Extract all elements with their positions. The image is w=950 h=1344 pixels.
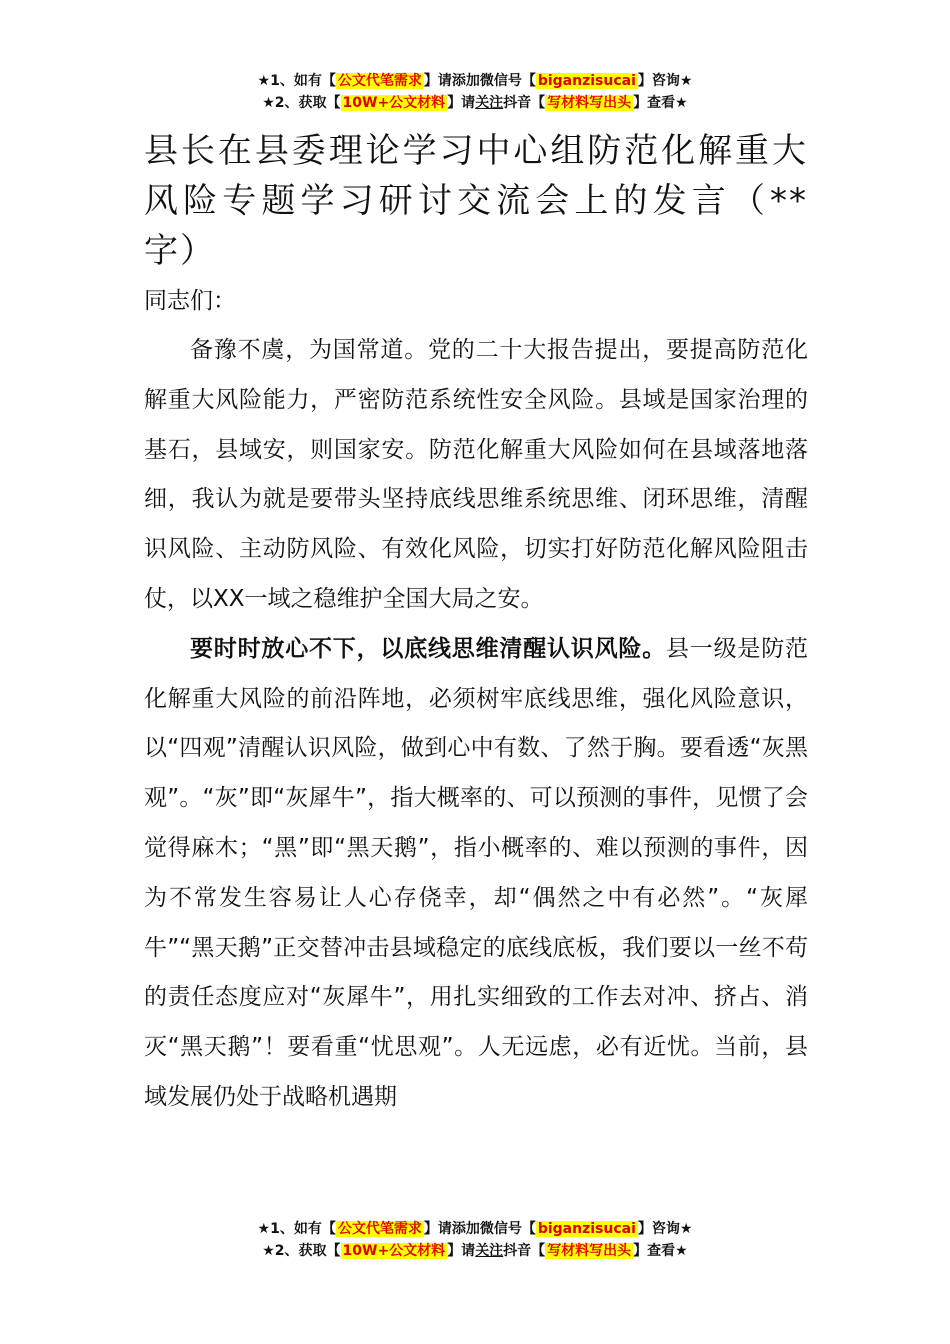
document-body [144,126,808,1123]
promo-text: 】请 [447,1243,476,1259]
promo-text: 】请添加 [423,1221,480,1237]
footer-promo-banner [0,1218,950,1262]
promo-highlight: 10W+公文材料 [342,95,446,111]
promo-text: 微信号【 [479,1221,536,1237]
promo-text: ★1、如有【 [257,73,336,89]
promo-highlight: 10W+公文材料 [342,1243,446,1259]
paragraph-1: 备豫不虞，为国常道。党的二十大报告提出，要提高防范化解重大风险能力，严密防范系统性安全风险。县域是国家治理的基石，县域安，则国家安。防范化解重大风险如何在县域落地落细，我认为就是要带头坚持底线思维系统思维、闭环思维，清醒识风险、主动防风险、有效化风险，切实打好防范化解风险阻击仗，以XX一域之稳维护全国大局之安。 [144,337,808,612]
promo-highlight: 写材料写出头 [547,1243,632,1259]
document-title: 县长在县委理论学习中心组防范化解重大风险专题学习研讨交流会上的发言（**字） [144,131,808,271]
promo-text: ★2、获取【 [262,1243,341,1259]
promo-text: 】咨询★ [637,73,693,89]
promo-text: 】请 [447,95,476,111]
promo-text: 】咨询★ [637,1221,693,1237]
paragraph-2-lead: 要时时放心不下，以底线思维清醒认识风险。 [190,635,666,662]
promo-text: 抖音【 [503,1243,546,1259]
promo-text: 】查看★ [633,1243,688,1259]
promo-highlight: 公文代笔需求 [337,73,422,89]
promo-highlight: 公文代笔需求 [337,1221,422,1237]
promo-text: ★1、如有【 [257,1221,336,1237]
paragraph-2 [144,625,808,1123]
promo-text: 微信号【 [479,73,536,89]
header-promo-banner [0,70,950,114]
promo-text: 】请添加 [423,73,480,89]
promo-text: 抖音【 [503,95,546,111]
promo-underlined: 关注 [475,95,504,111]
paragraph-2-body: 县一级是防范化解重大风险的前沿阵地，必须树牢底线思维，强化风险意识，以“四观”清醒认识风险，做到心中有数、了然于胸。要看透“灰黑观”。“灰”即“灰犀牛”，指大概率的、可以预测的事件，见惯了会觉得麻木；“黑”即“黑天鹅”，指小概率的、难以预测的事件，因为不常发生容易让人心存侥幸，却“偶然之中有必然”。“灰犀牛”“黑天鹅”正交替冲击县域稳定的底线底板，我们要以一丝不苟的责任态度应对“灰犀牛”，用扎实细致的工作去对冲、挤占、消灭“黑天鹅”！要看重“忧思观”。人无远虑，必有近忧。当前，县域发展仍处于战略机遇期 [144,635,809,1110]
promo-highlight: 写材料写出头 [547,95,632,111]
salutation: 同志们： [144,288,236,314]
promo-line-2 [0,1240,950,1262]
promo-highlight: biganzisucai [537,73,636,89]
promo-text: ★2、获取【 [262,95,341,111]
promo-line-1 [0,70,950,92]
promo-line-1 [0,1218,950,1240]
promo-highlight: biganzisucai [537,1221,636,1237]
promo-underlined: 关注 [475,1243,504,1259]
promo-text: 】查看★ [633,95,688,111]
promo-line-2 [0,92,950,114]
